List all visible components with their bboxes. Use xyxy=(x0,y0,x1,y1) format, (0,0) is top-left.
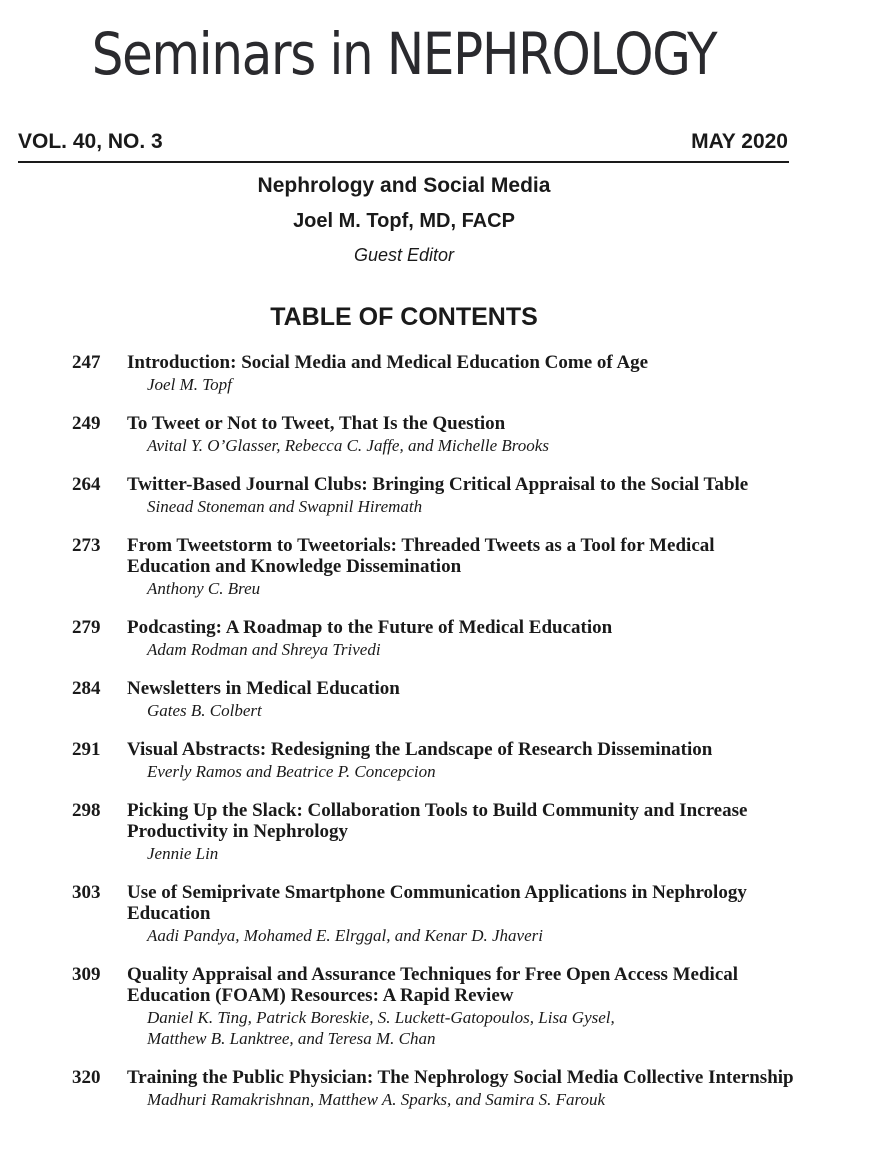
toc-article-title[interactable]: Quality Appraisal and Assurance Techniques for Free Open Access Medical Education (FOAM) Resources: A Rapid Review xyxy=(127,964,739,1006)
toc-page-number: 291 xyxy=(72,739,101,760)
toc-page-number: 284 xyxy=(72,678,101,699)
guest-editor-name: Joel M. Topf, MD, FACP xyxy=(293,210,515,232)
toc-article-title[interactable]: To Tweet or Not to Tweet, That Is the Question xyxy=(127,413,506,434)
toc-authors xyxy=(147,374,787,395)
issue-topic: Nephrology and Social Media xyxy=(257,174,551,197)
toc-article-title[interactable]: Podcasting: A Roadmap to the Future of Medical Education xyxy=(127,617,613,638)
toc-entry[interactable] xyxy=(0,678,878,721)
toc-entry[interactable] xyxy=(0,474,878,517)
volume-number: VOL. 40, NO. 3 xyxy=(18,130,163,153)
toc-article-title[interactable]: Training the Public Physician: The Nephrology Social Media Collective Internship xyxy=(127,1067,794,1088)
toc-page-number: 303 xyxy=(72,882,101,903)
toc-author-line: Sinead Stoneman and Swapnil Hiremath xyxy=(147,497,423,516)
toc-author-line: Gates B. Colbert xyxy=(147,701,262,720)
toc-author-line: Madhuri Ramakrishnan, Matthew A. Sparks, and Samira S. Farouk xyxy=(147,1090,606,1109)
toc-page-number: 249 xyxy=(72,413,101,434)
toc-entry[interactable] xyxy=(0,800,878,864)
toc-entry[interactable] xyxy=(0,413,878,456)
toc-entry[interactable] xyxy=(0,882,878,946)
toc-entry[interactable] xyxy=(0,739,878,782)
toc-authors xyxy=(147,761,787,782)
header-rule xyxy=(18,161,789,163)
toc-author-line: Avital Y. O’Glasser, Rebecca C. Jaffe, and Michelle Brooks xyxy=(147,436,549,455)
toc-author-line: Anthony C. Breu xyxy=(147,579,261,598)
toc-list xyxy=(0,352,878,1128)
toc-authors xyxy=(147,578,787,599)
toc-authors xyxy=(147,435,787,456)
toc-author-line: Adam Rodman and Shreya Trivedi xyxy=(147,640,381,659)
guest-editor-role: Guest Editor xyxy=(353,245,455,265)
toc-author-line: Aadi Pandya, Mohamed E. Elrggal, and Kenar D. Jhaveri xyxy=(147,926,543,945)
toc-authors xyxy=(147,1089,787,1110)
toc-authors xyxy=(147,639,787,660)
toc-article-title[interactable]: Twitter-Based Journal Clubs: Bringing Critical Appraisal to the Social Table xyxy=(127,474,749,495)
toc-article-title[interactable]: Introduction: Social Media and Medical Education Come of Age xyxy=(127,352,649,373)
toc-article-title[interactable]: Use of Semiprivate Smartphone Communication Applications in Nephrology Education xyxy=(127,882,747,924)
toc-authors xyxy=(147,700,787,721)
issue-date: MAY 2020 xyxy=(691,130,788,153)
toc-entry[interactable] xyxy=(0,617,878,660)
toc-article-title[interactable]: Picking Up the Slack: Collaboration Tools to Build Community and Increase Productivity in Nephrology xyxy=(127,800,748,842)
toc-authors xyxy=(147,843,787,864)
toc-authors xyxy=(147,496,787,517)
toc-page-number: 298 xyxy=(72,800,101,821)
toc-page-number: 264 xyxy=(72,474,101,495)
toc-entry[interactable] xyxy=(0,535,878,599)
toc-authors xyxy=(147,925,787,946)
toc-authors xyxy=(147,1007,787,1049)
toc-article-title[interactable]: Visual Abstracts: Redesigning the Landscape of Research Dissemination xyxy=(127,739,713,760)
toc-heading: TABLE OF CONTENTS xyxy=(270,303,538,331)
journal-title: Seminars in NEPHROLOGY xyxy=(91,20,717,88)
toc-author-line: Jennie Lin xyxy=(147,844,219,863)
toc-page-number: 273 xyxy=(72,535,101,556)
toc-author-line: Everly Ramos and Beatrice P. Concepcion xyxy=(147,762,436,781)
toc-author-line: Matthew B. Lanktree, and Teresa M. Chan xyxy=(147,1029,436,1048)
toc-entry[interactable] xyxy=(0,352,878,395)
toc-author-line: Daniel K. Ting, Patrick Boreskie, S. Luckett-Gatopoulos, Lisa Gysel, xyxy=(147,1008,615,1027)
toc-page-number: 279 xyxy=(72,617,101,638)
toc-entry[interactable] xyxy=(0,1067,878,1110)
toc-page-number: 320 xyxy=(72,1067,101,1088)
toc-article-title[interactable]: From Tweetstorm to Tweetorials: Threaded Tweets as a Tool for Medical Education and Knowledge Dissemination xyxy=(127,535,715,577)
toc-entry[interactable] xyxy=(0,964,878,1049)
toc-page-number: 247 xyxy=(72,352,101,373)
toc-page-number: 309 xyxy=(72,964,101,985)
toc-article-title[interactable]: Newsletters in Medical Education xyxy=(127,678,400,699)
toc-author-line: Joel M. Topf xyxy=(147,375,232,394)
